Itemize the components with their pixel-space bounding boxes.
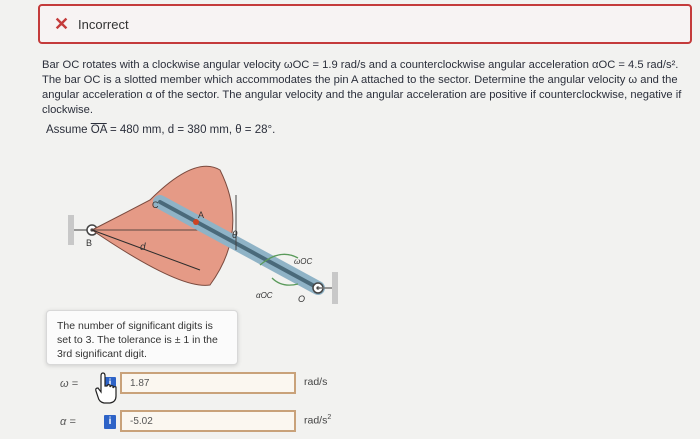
incorrect-icon: ✕	[54, 14, 70, 34]
alpha-input[interactable]: -5.02	[120, 410, 296, 432]
problem-statement: Bar OC rotates with a clockwise angular velocity ωOC = 1.9 rad/s and a counterclockwise angular acceleration αOC = 4.5 rad/s². The bar OC is a slotted member which accommodates the pin A attached to the sector. Determine the angular velocity ω and the angular acceleration α of the sector. The angular velocity and the angular acceleration are positive if counterclockwise, negative if clockwise.	[42, 59, 682, 116]
assume-values: = 480 mm, d = 380 mm, θ = 28°.	[109, 124, 276, 136]
omega-info-icon[interactable]: i	[104, 377, 116, 391]
alpha-unit	[304, 414, 331, 427]
right-support-wall	[332, 272, 338, 304]
alpha-answer-row	[60, 410, 332, 434]
result-status: Incorrect	[78, 17, 129, 32]
alpha-unit-exponent: 2	[327, 414, 332, 421]
label-d: d	[140, 242, 146, 253]
label-o: O	[298, 294, 306, 304]
omega-unit: rad/s	[304, 376, 328, 388]
label-alpha-oc: αOC	[256, 291, 273, 300]
label-b: B	[86, 238, 93, 248]
significant-digits-note: The number of significant digits is set to 3. The tolerance is ± 1 in the 3rd significant digit.	[46, 310, 238, 365]
alpha-label: α =	[60, 416, 76, 428]
label-a: A	[198, 210, 205, 220]
assume-oa: $\overline{OA}$	[90, 124, 107, 136]
mechanism-figure	[60, 160, 360, 320]
assumption-line	[46, 124, 275, 136]
label-theta: θ	[232, 230, 238, 241]
omega-input[interactable]: 1.87	[120, 372, 296, 394]
assume-prefix: Assume	[46, 124, 88, 136]
alpha-info-icon[interactable]: i	[104, 415, 116, 429]
result-banner	[38, 4, 692, 44]
alpha-unit-base: rad/s	[304, 414, 328, 427]
label-omega-oc: ωOC	[294, 257, 313, 266]
omega-label: ω =	[60, 378, 79, 390]
hand-cursor-icon	[93, 372, 119, 404]
left-support-wall	[68, 215, 74, 245]
label-c: C	[152, 200, 159, 210]
